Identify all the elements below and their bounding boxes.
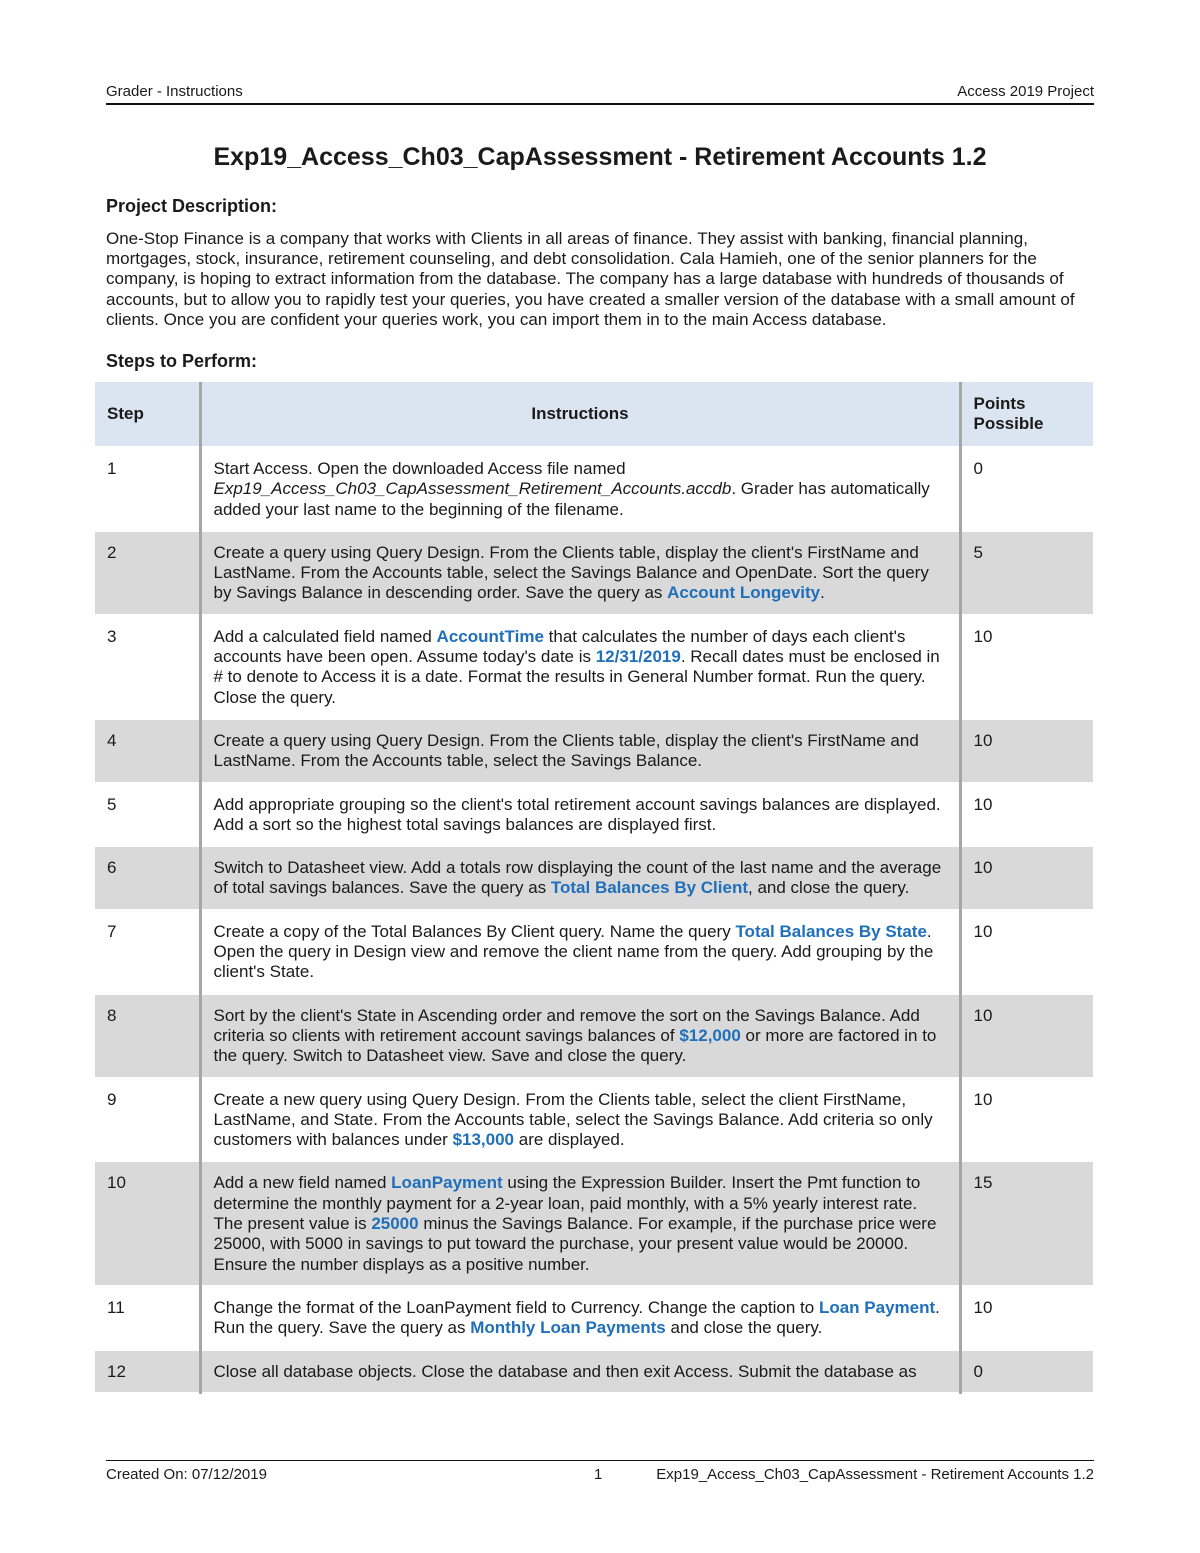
table-row (95, 994, 1093, 1078)
step-points: 5 (960, 531, 1093, 615)
step-points: 0 (960, 447, 1093, 531)
instruction-text: , and close the query. (748, 878, 910, 898)
instruction-text: Start Access. Open the downloaded Access file named (213, 459, 626, 478)
instruction-text: that calculates the number of days each client's accounts have been open. Assume today's date is (213, 626, 906, 667)
header-divider (106, 103, 1094, 105)
steps-table-body (95, 447, 1093, 1393)
step-instruction (200, 783, 960, 847)
highlighted-term: 25000 (371, 1214, 419, 1234)
step-points: 10 (960, 615, 1093, 719)
step-column-header: Step (95, 382, 200, 447)
step-instruction (200, 1078, 960, 1162)
step-number: 5 (95, 783, 200, 847)
step-instruction (200, 1161, 960, 1285)
instruction-text: or more are factored in to the query. Switch to Datasheet view. Save and close the query. (213, 1025, 937, 1066)
step-points: 10 (960, 994, 1093, 1078)
step-number: 1 (95, 447, 200, 531)
step-points: 15 (960, 1161, 1093, 1285)
step-number: 12 (95, 1350, 200, 1393)
step-number: 11 (95, 1286, 200, 1350)
table-row (95, 447, 1093, 531)
instruction-text: . Grader has automatically added your last name to the beginning of the filename. (213, 479, 930, 519)
step-number: 9 (95, 1078, 200, 1162)
table-row (95, 783, 1093, 847)
instruction-text: using the Expression Builder. Insert the Pmt function to determine the monthly payment for a 2-year loan, paid monthly, with a 5% yearly interest rate. The present value is (213, 1173, 921, 1234)
instruction-text: are displayed. (514, 1130, 625, 1150)
instruction-text: Create a query using Query Design. From the Clients table, display the client's FirstName and LastName. From the Accounts table, select the Savings Balance. (213, 730, 919, 771)
step-points: 0 (960, 1350, 1093, 1393)
highlighted-term: $13,000 (452, 1130, 515, 1150)
table-row (95, 531, 1093, 615)
step-points: 10 (960, 719, 1093, 783)
step-number: 2 (95, 531, 200, 615)
step-instruction (200, 719, 960, 783)
instruction-text: . Recall dates must be enclosed in # to denote to Access it is a date. Format the results in General Number format. Run the query. Close the query. (213, 647, 940, 707)
header-left-text: Grader - Instructions (106, 83, 243, 100)
instructions-column-header: Instructions (200, 382, 960, 447)
footer-document-title: Exp19_Access_Ch03_CapAssessment - Retirement Accounts 1.2 (656, 1466, 1094, 1483)
page-header (106, 82, 1094, 102)
highlighted-term: Monthly Loan Payments (470, 1318, 666, 1338)
step-instruction (200, 1350, 960, 1393)
steps-heading: Steps to Perform: (106, 351, 258, 371)
step-points: 10 (960, 783, 1093, 847)
instruction-text: minus the Savings Balance. For example, if the purchase price were 25000, with 5000 in savings to put toward the purchase, your present value would be 20000. Ensure the number displays as a positive number. (213, 1214, 937, 1274)
instruction-text: Create a new query using Query Design. From the Clients table, select the client FirstName, LastName, and State. From the Accounts table, select the Savings Balance. Add criteria so only customers with balances under (213, 1089, 933, 1150)
step-number: 3 (95, 615, 200, 719)
footer-page-number: 1 (594, 1466, 603, 1483)
highlighted-term: AccountTime (436, 626, 544, 646)
instruction-text: . Open the query in Design view and remove the client name from the query. Add grouping by the client's State. (213, 921, 934, 982)
step-points: 10 (960, 846, 1093, 910)
instruction-text: . Run the query. Save the query as (213, 1297, 940, 1338)
step-instruction (200, 615, 960, 719)
step-points: 10 (960, 1286, 1093, 1350)
instruction-text: Add a new field named (213, 1173, 392, 1193)
step-instruction (200, 910, 960, 994)
step-instruction (200, 1286, 960, 1350)
table-row (95, 1078, 1093, 1162)
step-instruction (200, 846, 960, 910)
instruction-text: Add appropriate grouping so the client's total retirement account savings balances are displayed. Add a sort so the highest total savings balances are displayed first. (213, 794, 941, 834)
table-row (95, 1161, 1093, 1285)
step-number: 6 (95, 846, 200, 910)
table-row (95, 846, 1093, 910)
instruction-text: . (820, 583, 825, 603)
instruction-text: and close the query. (665, 1318, 823, 1338)
step-number: 10 (95, 1161, 200, 1285)
instruction-text: Sort by the client's State in Ascending order and remove the sort on the Savings Balance. Add criteria so clients with retirement account savings balances of (213, 1005, 920, 1045)
instruction-text: Change the format of the LoanPayment field to Currency. Change the caption to (213, 1297, 819, 1317)
step-points: 10 (960, 910, 1093, 994)
header-right-text: Access 2019 Project (957, 83, 1094, 100)
highlighted-term: Account Longevity (667, 583, 821, 603)
step-instruction (200, 994, 960, 1078)
step-instruction (200, 531, 960, 615)
project-description-heading: Project Description: (106, 196, 278, 216)
step-number: 7 (95, 910, 200, 994)
project-description-text: One-Stop Finance is a company that works with Clients in all areas of finance. They assist with banking, financial planning, mortgages, stock, insurance, retirement counseling, and debt consolidation. Cala Hamieh, one of the senior planners for the company, is hoping to extract information from the database. The company has a large database with hundreds of thousands of accounts, but to allow you to rapidly test your queries, you have created a smaller version of the database with a small amount of clients. Once you are confident your queries work, you can import them in to the main Access database. (106, 229, 1075, 329)
filename-text: Exp19_Access_Ch03_CapAssessment_Retirement_Accounts.accdb (213, 479, 732, 499)
highlighted-term: Total Balances By Client (550, 878, 749, 898)
table-row (95, 1286, 1093, 1350)
steps-table (95, 382, 1093, 1394)
table-row (95, 615, 1093, 719)
instruction-text: Switch to Datasheet view. Add a totals row displaying the count of the last name and the average of total savings balances. Save the query as (213, 858, 942, 898)
instruction-text: Close all database objects. Close the database and then exit Access. Submit the database as (213, 1361, 917, 1381)
instruction-text: Create a copy of the Total Balances By Client query. Name the query (213, 921, 736, 941)
footer-divider (106, 1460, 1094, 1461)
instruction-text: Create a query using Query Design. From the Clients table, display the client's FirstName and LastName. From the Accounts table, select the Savings Balance and OpenDate. Sort the query by Savings Balance in descending order. Save the query as (213, 542, 929, 603)
step-number: 4 (95, 719, 200, 783)
steps-table-header (95, 382, 1093, 447)
table-row (95, 719, 1093, 783)
document-title: Exp19_Access_Ch03_CapAssessment - Retirement Accounts 1.2 (213, 143, 987, 171)
table-row (95, 1350, 1093, 1393)
table-row (95, 910, 1093, 994)
step-instruction (200, 447, 960, 531)
instruction-text: Add a calculated field named (213, 626, 437, 646)
footer-created-date: Created On: 07/12/2019 (106, 1466, 267, 1483)
points-header-line2: Possible (973, 414, 1044, 433)
highlighted-term: LoanPayment (391, 1173, 503, 1193)
highlighted-term: $12,000 (679, 1025, 741, 1045)
step-number: 8 (95, 994, 200, 1078)
highlighted-term: Total Balances By State (735, 921, 927, 941)
step-points: 10 (960, 1078, 1093, 1162)
highlighted-term: Loan Payment (818, 1297, 936, 1317)
highlighted-term: 12/31/2019 (595, 647, 681, 667)
points-header-line1: Points (973, 393, 1026, 413)
points-column-header (960, 382, 1093, 447)
